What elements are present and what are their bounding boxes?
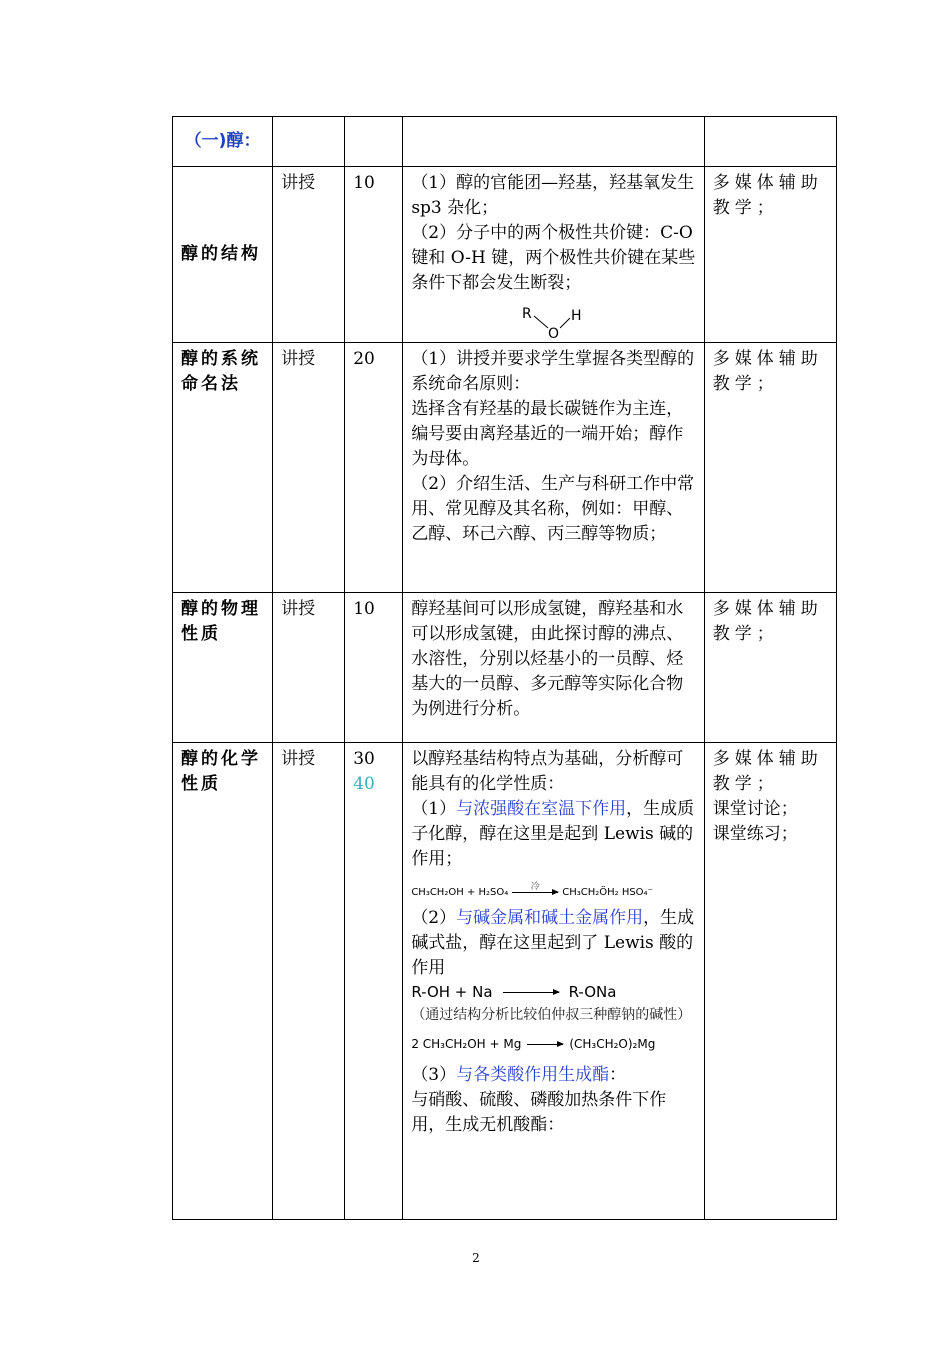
table-row-heading [173,117,837,167]
table-row-chemical [173,743,837,1220]
atom-o: O [547,326,559,338]
content-paragraph: （1）讲授并要求学生掌握各类型醇的系统命名原则： [411,349,695,394]
minutes-label: 10 [353,599,375,619]
topic-label: 醇的系统命名法 [181,349,261,394]
media-label: 课堂讨论； [712,799,798,819]
atom-r: R [521,306,532,322]
minutes-label: 10 [353,173,375,193]
table-row-physical [173,593,837,743]
content-paragraph: 与硝酸、硫酸、磷酸加热条件下作用，生成无机酸酯： [411,1090,667,1135]
section-heading: （一)醇： [184,131,261,151]
content-cell [403,743,704,1220]
reaction-1-paragraph: （1）与浓强酸在室温下作用，生成质子化醇，醇在这里是起到 Lewis 碱的作用； [411,799,695,869]
reaction-2-paragraph: （2）与碱金属和碱土金属作用，生成碱式盐，醇在这里起到了 Lewis 酸的作用 [411,908,695,978]
media-label: 多媒体辅助教学； [712,349,823,394]
highlight-text: 与浓强酸在室温下作用 [456,799,627,819]
content-paragraph: 以醇羟基结构特点为基础，分析醇可能具有的化学性质： [411,749,684,794]
reaction-arrow-icon: 冷 [512,892,558,893]
equation-sodium: R-OH + Na R-ONa [411,983,617,1001]
minutes-revised-label: 40 [353,774,375,794]
minutes-label: 30 [353,749,375,769]
content-cell [403,593,704,743]
highlight-text: 与各类酸作用生成酯 [456,1065,610,1085]
bond-o-h [560,318,570,328]
lesson-plan-table [172,116,837,1220]
content-paragraph: （2）介绍生活、生产与科研工作中常用、常见醇及其名称，例如：甲醇、乙醇、环己六醇、丙三醇等物质； [411,474,695,544]
reaction-3-paragraph: （3）与各类酸作用生成酯： [411,1065,627,1085]
content-paragraph: （1）醇的官能团—羟基，羟基氧发生 sp3 杂化； [411,173,695,218]
topic-label: 醇的物理性质 [181,599,261,644]
topic-label: 醇的化学性质 [181,749,261,794]
media-label: 课堂练习； [712,824,798,844]
table-row-nomenclature [173,343,837,593]
bond-r-o [534,316,548,328]
method-label: 讲授 [281,749,316,769]
reaction-arrow-icon [503,992,559,993]
method-label: 讲授 [281,349,316,369]
section-heading-cell [173,117,273,167]
equation-protonation: CH₃CH₂OH + H₂SO₄ 冷 CH₃CH₂ÖH₂ HSO₄⁻ [411,881,653,898]
page-number: 2 [472,1251,480,1265]
media-label: 多媒体辅助教学； [712,173,823,218]
equation-magnesium: 2 CH₃CH₂OH + Mg (CH₃CH₂O)₂Mg [411,1037,656,1051]
content-cell [403,167,704,343]
note-text: （通过结构分析比较伯仲叔三种醇钠的碱性） [411,1007,692,1023]
content-paragraph: （2）分子中的两个极性共价键：C-O 键和 O-H 键，两个极性共价键在某些条件下都会发生断裂； [411,223,696,293]
content-paragraph: 选择含有羟基的最长碳链作为主连，编号要由离羟基近的一端开始；醇作为母体。 [411,399,684,469]
content-cell [403,343,704,593]
topic-label: 醇的结构 [181,244,261,264]
method-label: 讲授 [281,599,316,619]
atom-h: H [570,308,582,324]
reaction-arrow-icon [527,1044,563,1045]
highlight-text: 与碱金属和碱土金属作用 [456,908,644,928]
content-paragraph: 醇羟基间可以形成氢键，醇羟基和水可以形成氢键，由此探讨醇的沸点、水溶性，分别以烃基小的一员醇、烃基大的一员醇、多元醇等实际化合物为例进行分析。 [411,599,684,719]
alcohol-structure-diagram [514,304,594,338]
media-label: 多媒体辅助教学； [712,599,823,644]
media-label: 多媒体辅助教学； [712,749,823,794]
table-row-structure [173,167,837,343]
method-label: 讲授 [281,173,316,193]
minutes-label: 20 [353,349,375,369]
